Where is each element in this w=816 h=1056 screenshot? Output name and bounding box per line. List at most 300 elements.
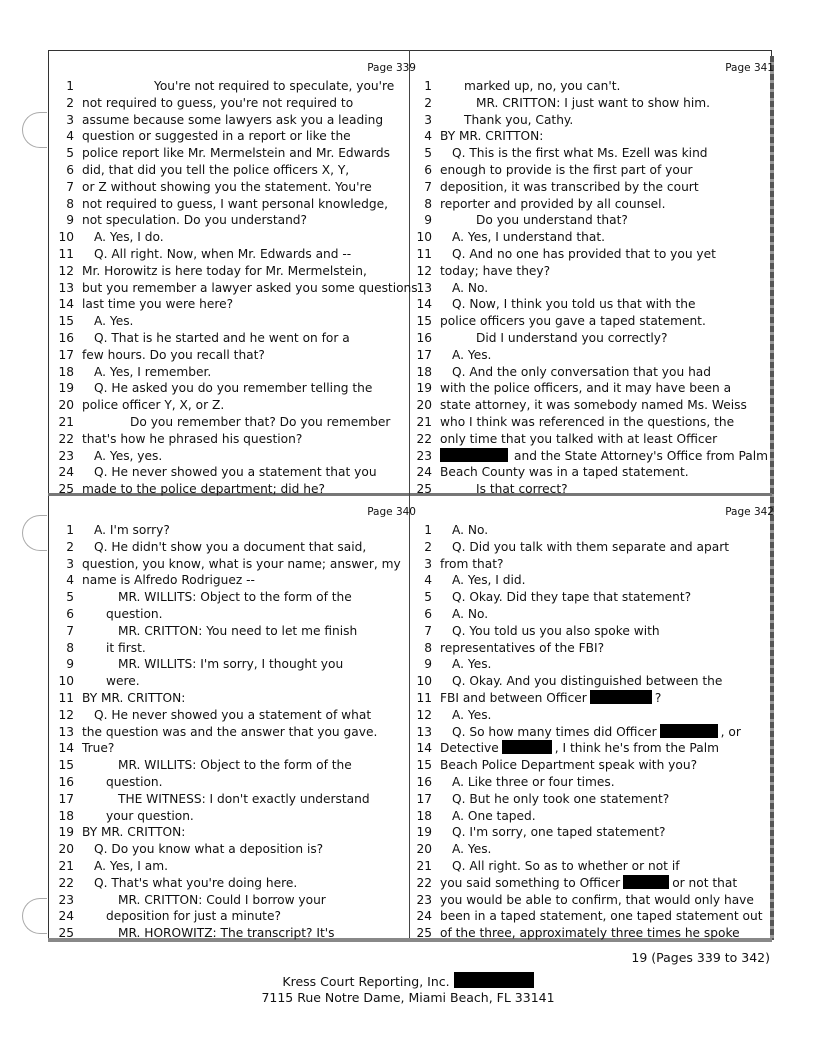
transcript-line — [414, 556, 774, 572]
transcript-line — [414, 774, 774, 790]
transcript-line — [56, 673, 416, 689]
transcript-line — [56, 263, 416, 279]
transcript-line — [414, 431, 774, 447]
line-number: 2 — [424, 539, 432, 554]
transcript-line — [414, 380, 774, 396]
transcript-line — [414, 95, 774, 111]
line-text: BY MR. CRITTON: — [82, 691, 186, 705]
line-text: Q. And the only conversation that you had — [452, 364, 712, 379]
line-text: police officers you gave a taped statement. — [440, 314, 706, 329]
line-text: Q. Did you talk with them separate and apart — [452, 539, 729, 554]
line-text: A. Yes. — [452, 707, 492, 722]
line-number: 9 — [66, 213, 74, 228]
line-text: Q. All right. So as to whether or not if — [452, 859, 680, 873]
line-text: Thank you, Cathy. — [464, 112, 574, 127]
transcript-line — [56, 212, 416, 228]
line-number: 23 — [416, 448, 432, 463]
line-text: MR. CRITTON: Could I borrow your — [118, 892, 326, 907]
line-text: Q. He never showed you a statement of what — [94, 707, 372, 722]
redaction-box — [623, 875, 669, 889]
transcript-line — [414, 640, 774, 656]
line-number: 20 — [58, 842, 74, 857]
transcript-line — [414, 330, 774, 346]
transcript-line — [414, 808, 774, 824]
transcript-line — [414, 707, 774, 723]
line-text: Do you understand that? — [476, 213, 628, 228]
line-text: enough to provide is the first part of your — [440, 163, 693, 177]
line-text: A. Yes, I remember. — [94, 364, 212, 379]
transcript-line — [414, 791, 774, 807]
company-name-line — [0, 972, 816, 989]
line-number: 17 — [58, 347, 74, 362]
line-text-segment: , I think he's from the Palm — [554, 741, 719, 756]
line-text — [440, 448, 768, 464]
transcript-line — [414, 623, 774, 639]
binder-hole — [22, 898, 47, 934]
transcript-line — [414, 263, 774, 279]
line-number: 5 — [424, 146, 432, 161]
line-number: 15 — [416, 314, 432, 329]
line-text-segment: , or — [720, 724, 741, 739]
transcript-line — [414, 724, 774, 740]
line-text: Do you remember that? Do you remember — [130, 415, 391, 429]
line-number: 9 — [66, 657, 74, 672]
line-text: A. Yes, I am. — [94, 859, 168, 873]
line-number: 1 — [66, 79, 74, 93]
line-number: 16 — [58, 331, 74, 345]
line-number: 11 — [58, 247, 74, 261]
line-number: 19 — [416, 381, 432, 396]
line-number: 15 — [416, 758, 432, 773]
line-number: 13 — [416, 280, 432, 295]
line-text: Q. Do you know what a deposition is? — [94, 842, 324, 857]
line-number: 3 — [424, 556, 432, 571]
transcript-line — [56, 246, 416, 262]
transcript-line — [414, 875, 774, 891]
line-number: 9 — [424, 657, 432, 672]
line-text: of the three, approximately three times he spoke — [440, 926, 740, 941]
line-text: last time you were here? — [82, 297, 234, 312]
line-text: not required to guess, I want personal knowledge, — [82, 196, 389, 211]
line-text: Is that correct? — [476, 482, 568, 497]
transcript-line — [414, 589, 774, 605]
transcript-line — [56, 95, 416, 111]
line-number: 14 — [416, 741, 432, 756]
line-number: 18 — [58, 364, 74, 379]
transcript-line — [56, 145, 416, 161]
line-text: name is Alfredo Rodriguez -- — [82, 573, 255, 588]
line-number: 16 — [58, 775, 74, 789]
line-text: A. Yes. — [94, 314, 134, 329]
line-number: 2 — [424, 95, 432, 110]
transcript-line — [56, 724, 416, 740]
line-text: state attorney, it was somebody named Ms. Weiss — [440, 398, 747, 413]
transcript-line — [56, 364, 416, 380]
binder-hole — [22, 112, 47, 148]
line-text: Q. And no one has provided that to you yet — [452, 247, 716, 261]
transcript-line — [56, 556, 416, 572]
transcript-line — [56, 589, 416, 605]
line-text: the question was and the answer that you gave. — [82, 724, 378, 739]
transcript-line — [56, 908, 416, 924]
transcript-line — [414, 673, 774, 689]
line-number: 22 — [58, 875, 74, 890]
line-number: 9 — [424, 213, 432, 228]
line-text: A. No. — [452, 523, 489, 537]
transcript-line — [414, 229, 774, 245]
line-number: 5 — [424, 590, 432, 605]
line-text: question. — [106, 775, 163, 789]
line-number: 23 — [416, 892, 432, 907]
line-number: 4 — [424, 573, 432, 588]
transcript-line — [414, 925, 774, 941]
transcript-line — [56, 892, 416, 908]
line-text: who I think was referenced in the questions, the — [440, 415, 735, 429]
redaction-box — [454, 972, 534, 988]
line-number: 4 — [66, 573, 74, 588]
line-number: 7 — [66, 179, 74, 194]
line-text: or Z without showing you the statement. You're — [82, 179, 372, 194]
line-number: 4 — [66, 129, 74, 144]
line-number: 14 — [58, 741, 74, 756]
line-text: Q. But he only took one statement? — [452, 791, 670, 806]
transcript-line — [414, 112, 774, 128]
transcript-line — [56, 640, 416, 656]
line-number: 12 — [416, 707, 432, 722]
transcript-line — [56, 296, 416, 312]
line-number: 2 — [66, 539, 74, 554]
line-number: 16 — [416, 331, 432, 345]
line-number: 13 — [58, 724, 74, 739]
line-text: Beach County was in a taped statement. — [440, 465, 689, 480]
line-number: 20 — [58, 398, 74, 413]
line-text: A. One taped. — [452, 808, 536, 823]
line-number: 10 — [58, 230, 74, 245]
transcript-line — [414, 892, 774, 908]
line-number: 6 — [66, 607, 74, 621]
transcript-line — [56, 229, 416, 245]
line-text: MR. WILLITS: I'm sorry, I thought you — [118, 657, 344, 672]
transcript-line — [56, 128, 416, 144]
line-number: 19 — [58, 381, 74, 396]
line-number: 25 — [58, 926, 74, 941]
line-text: A. No. — [452, 280, 489, 295]
line-text: You're not required to speculate, you're — [154, 79, 395, 93]
transcript-line — [414, 690, 774, 706]
line-text: Q. That's what you're doing here. — [94, 875, 298, 890]
transcript-line — [414, 464, 774, 480]
line-number: 13 — [416, 724, 432, 739]
line-text: deposition, it was transcribed by the court — [440, 179, 699, 194]
page-number: Page 341 — [725, 62, 774, 74]
line-number: 14 — [416, 297, 432, 312]
line-text: few hours. Do you recall that? — [82, 347, 265, 362]
line-number: 21 — [58, 415, 74, 429]
transcript-line — [414, 522, 774, 538]
line-number: 24 — [416, 465, 432, 480]
line-number: 22 — [416, 875, 432, 890]
line-number: 16 — [416, 775, 432, 789]
line-number: 7 — [424, 623, 432, 638]
line-text: your question. — [106, 808, 194, 823]
line-number: 12 — [58, 707, 74, 722]
line-number: 22 — [58, 431, 74, 446]
line-number: 20 — [416, 842, 432, 857]
line-text: only time that you talked with at least Officer — [440, 431, 718, 446]
line-text-segment: Q. So how many times did Officer — [452, 724, 657, 739]
line-text: THE WITNESS: I don't exactly understand — [118, 791, 370, 806]
line-number: 11 — [416, 691, 432, 705]
page-number: Page 340 — [367, 506, 416, 518]
line-text: MR. CRITTON: I just want to show him. — [476, 95, 710, 110]
transcript-line — [56, 757, 416, 773]
line-text: with the police officers, and it may have been a — [440, 381, 732, 396]
transcript-line — [414, 128, 774, 144]
line-text-segment: Detective — [440, 741, 499, 756]
transcript-line — [56, 196, 416, 212]
transcript-line — [414, 397, 774, 413]
transcript-line — [56, 347, 416, 363]
transcript-line — [56, 572, 416, 588]
transcript-line — [414, 78, 774, 94]
line-number: 7 — [66, 623, 74, 638]
line-number: 1 — [66, 523, 74, 537]
transcript-line — [56, 522, 416, 538]
line-number: 22 — [416, 431, 432, 446]
line-text-segment: or not that — [672, 875, 738, 890]
line-text: Q. He never showed you a statement that you — [94, 465, 377, 480]
transcript-line — [56, 313, 416, 329]
line-text: Q. All right. Now, when Mr. Edwards and -- — [94, 247, 352, 261]
transcript-line — [56, 707, 416, 723]
company-name: Kress Court Reporting, Inc. — [282, 974, 450, 989]
line-number: 18 — [416, 364, 432, 379]
line-text: Q. This is the first what Ms. Ezell was kind — [452, 146, 708, 161]
page-number: Page 342 — [725, 506, 774, 518]
transcript-line — [56, 824, 416, 840]
transcript-line — [56, 448, 416, 464]
line-number: 25 — [416, 482, 432, 497]
line-number: 15 — [58, 758, 74, 773]
line-text: MR. CRITTON: You need to let me finish — [118, 623, 358, 638]
company-address: 7115 Rue Notre Dame, Miami Beach, FL 33141 — [261, 990, 555, 1005]
line-text: A. Yes, I did. — [452, 573, 526, 588]
transcript-line — [414, 145, 774, 161]
line-text: question, you know, what is your name; answer, my — [82, 556, 401, 571]
line-text: Q. Now, I think you told us that with the — [452, 297, 696, 312]
line-number: 11 — [416, 247, 432, 261]
line-text: it first. — [106, 640, 146, 655]
line-text: from that? — [440, 556, 504, 571]
transcript-line — [414, 858, 774, 874]
line-number: 19 — [58, 825, 74, 840]
line-number: 1 — [424, 79, 432, 93]
line-text: Q. I'm sorry, one taped statement? — [452, 825, 666, 840]
line-number: 14 — [58, 297, 74, 312]
line-text: deposition for just a minute? — [106, 909, 281, 924]
line-number: 10 — [58, 674, 74, 689]
line-number: 12 — [58, 263, 74, 278]
line-text: marked up, no, you can't. — [464, 79, 621, 93]
line-text: A. Yes. — [452, 842, 492, 857]
transcript-line — [56, 606, 416, 622]
line-text — [440, 740, 719, 756]
line-text: been in a taped statement, one taped statement out — [440, 909, 763, 924]
line-number: 24 — [416, 909, 432, 924]
line-number: 15 — [58, 314, 74, 329]
transcript-line — [414, 606, 774, 622]
transcript-line — [56, 481, 416, 497]
transcript-line — [414, 364, 774, 380]
line-number: 6 — [424, 607, 432, 621]
line-text: A. Yes. — [452, 657, 492, 672]
line-number: 8 — [424, 640, 432, 655]
line-text: representatives of the FBI? — [440, 640, 605, 655]
transcript-line — [414, 841, 774, 857]
line-number: 3 — [424, 112, 432, 127]
line-number: 18 — [416, 808, 432, 823]
transcript-line — [414, 179, 774, 195]
line-number: 4 — [424, 129, 432, 144]
redaction-box — [660, 724, 718, 738]
line-number: 2 — [66, 95, 74, 110]
line-number: 6 — [66, 163, 74, 177]
transcript-line — [56, 656, 416, 672]
transcript-line — [414, 246, 774, 262]
line-text: you would be able to confirm, that would only have — [440, 892, 754, 907]
page-number: Page 339 — [367, 62, 416, 74]
line-text: BY MR. CRITTON: — [82, 825, 186, 840]
transcript-line — [56, 690, 416, 706]
transcript-line — [414, 908, 774, 924]
line-number: 10 — [416, 674, 432, 689]
transcript-line — [414, 280, 774, 296]
line-number: 23 — [58, 892, 74, 907]
line-text-segment: FBI and between Officer — [440, 691, 587, 705]
line-number: 20 — [416, 398, 432, 413]
transcript-line — [56, 397, 416, 413]
transcript-line — [56, 414, 416, 430]
line-text: Q. Okay. Did they tape that statement? — [452, 590, 692, 605]
line-text: BY MR. CRITTON: — [440, 129, 544, 144]
line-text: A. I'm sorry? — [94, 523, 170, 537]
line-text — [452, 724, 741, 740]
transcript-line — [414, 757, 774, 773]
line-text — [440, 875, 737, 891]
binder-hole — [22, 515, 47, 551]
transcript-line — [414, 481, 774, 497]
line-text: Q. That is he started and he went on for a — [94, 331, 350, 345]
line-number: 19 — [416, 825, 432, 840]
line-text: A. Like three or four times. — [452, 775, 615, 789]
transcript-line — [414, 572, 774, 588]
transcript-line — [414, 196, 774, 212]
line-text: police report like Mr. Mermelstein and Mr. Edwards — [82, 146, 390, 161]
line-text: not speculation. Do you understand? — [82, 213, 307, 228]
transcript-line — [56, 740, 416, 756]
line-number: 17 — [416, 791, 432, 806]
line-text: MR. WILLITS: Object to the form of the — [118, 590, 352, 605]
line-number: 24 — [58, 909, 74, 924]
line-text: question. — [106, 607, 163, 621]
transcript-line — [56, 875, 416, 891]
line-text: Q. Okay. And you distinguished between the — [452, 674, 723, 689]
transcript-line — [56, 380, 416, 396]
line-number: 21 — [58, 859, 74, 873]
transcript-line — [56, 623, 416, 639]
line-number: 5 — [66, 590, 74, 605]
transcript-line — [414, 162, 774, 178]
transcript-line — [56, 78, 416, 94]
transcript-line — [414, 212, 774, 228]
line-text: made to the police department; did he? — [82, 482, 325, 497]
transcript-line — [56, 280, 416, 296]
line-number: 12 — [416, 263, 432, 278]
line-text: MR. HOROWITZ: The transcript? It's — [118, 926, 335, 941]
line-text: reporter and provided by all counsel. — [440, 196, 666, 211]
line-text: A. Yes. — [452, 347, 492, 362]
line-text: Mr. Horowitz is here today for Mr. Mermelstein, — [82, 263, 367, 278]
line-number: 21 — [416, 415, 432, 429]
line-number: 1 — [424, 523, 432, 537]
transcript-line — [56, 539, 416, 555]
line-number: 18 — [58, 808, 74, 823]
transcript-line — [414, 448, 774, 464]
transcript-line — [414, 740, 774, 756]
transcript-line — [56, 774, 416, 790]
transcript-line — [414, 296, 774, 312]
line-text: A. No. — [452, 607, 489, 621]
transcript-line — [414, 539, 774, 555]
transcript-line — [414, 347, 774, 363]
transcript-line — [56, 841, 416, 857]
line-text: not required to guess, you're not required to — [82, 95, 354, 110]
transcript-line — [56, 791, 416, 807]
transcript-line — [414, 414, 774, 430]
transcript-line — [56, 112, 416, 128]
line-text: but you remember a lawyer asked you some questions — [82, 280, 418, 295]
line-text: True? — [82, 741, 115, 756]
line-number: 3 — [66, 556, 74, 571]
line-number: 10 — [416, 230, 432, 245]
redaction-box — [502, 740, 552, 754]
redaction-box — [590, 690, 652, 704]
line-text — [440, 690, 661, 706]
transcript-line — [56, 858, 416, 874]
line-number: 13 — [58, 280, 74, 295]
transcript-line — [56, 162, 416, 178]
transcript-line — [56, 330, 416, 346]
line-text: MR. WILLITS: Object to the form of the — [118, 758, 352, 773]
line-text: Q. You told us you also spoke with — [452, 623, 660, 638]
redaction-box — [440, 448, 508, 462]
line-number: 7 — [424, 179, 432, 194]
line-number: 8 — [66, 640, 74, 655]
line-number: 21 — [416, 859, 432, 873]
line-text: today; have they? — [440, 263, 551, 278]
line-number: 8 — [424, 196, 432, 211]
line-number: 11 — [58, 691, 74, 705]
line-number: 24 — [58, 465, 74, 480]
line-text: that's how he phrased his question? — [82, 431, 303, 446]
line-text: Did I understand you correctly? — [476, 331, 668, 345]
page-range: 19 (Pages 339 to 342) — [631, 950, 770, 965]
transcript-line — [414, 824, 774, 840]
transcript-line — [414, 656, 774, 672]
line-text-segment: ? — [654, 691, 662, 705]
line-number: 23 — [58, 448, 74, 463]
transcript-line — [414, 313, 774, 329]
